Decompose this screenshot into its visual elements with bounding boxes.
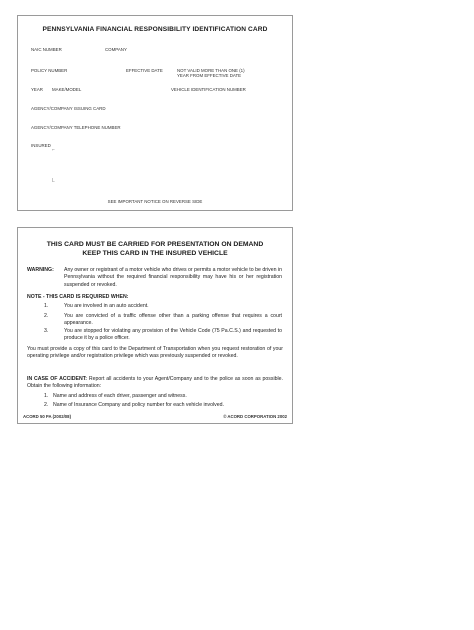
- effective-date-label: EFFECTIVE DATE: [126, 68, 163, 73]
- accident-item-number: 2.: [44, 402, 49, 408]
- insured-label: INSURED: [31, 143, 51, 148]
- restoration-paragraph: You must provide a copy of this card to the Department of Transportation when you request restoration of your operating privilege and/or registration privilege which was previously suspended or revoked.: [27, 346, 283, 360]
- validity-note-line-1: NOT VALID MORE THAN ONE (1): [177, 68, 245, 73]
- warning-text: Any owner or registrant of a motor vehicle who drives or permits a motor vehicle to be driven in Pennsylvania without the required financial responsibility may have his or her registration suspended or revoked.: [64, 267, 282, 288]
- card-title: PENNSYLVANIA FINANCIAL RESPONSIBILITY IDENTIFICATION CARD: [42, 26, 268, 33]
- policy-number-label: POLICY NUMBER: [31, 68, 68, 73]
- accident-label: IN CASE OF ACCIDENT:: [27, 376, 88, 382]
- accident-item-text: Name of Insurance Company and policy number for each vehicle involved.: [53, 402, 224, 408]
- accident-item-number: 1.: [44, 393, 49, 399]
- warning-label: WARNING:: [27, 267, 54, 273]
- accident-text: Report all accidents to your Agent/Company and to the police as soon as possible. Obtain the following information:: [27, 376, 283, 390]
- id-card-back: [17, 227, 293, 424]
- agency-issuing-label: AGENCY/COMPANY ISSUING CARD: [31, 106, 106, 111]
- form-id: ACORD 50 PA (2002/08): [23, 414, 71, 419]
- note-item-text: You are convicted of a traffic offense other than a parking offense that requires a court appearance.: [64, 313, 282, 327]
- note-heading: NOTE - THIS CARD IS REQUIRED WHEN:: [27, 294, 129, 300]
- address-corner-mark-bottom: L: [52, 178, 55, 184]
- make-model-label: MAKE/MODEL: [52, 87, 82, 92]
- year-label: YEAR: [31, 87, 43, 92]
- note-item-text: You are involved in an auto accident.: [64, 303, 149, 309]
- note-item-number: 1.: [44, 303, 49, 309]
- accident-item-text: Name and address of each driver, passenger and witness.: [53, 393, 187, 399]
- copyright-text: © ACORD CORPORATION 2002: [223, 414, 287, 419]
- address-corner-mark-top: ⌐: [52, 147, 55, 153]
- accident-paragraph: [27, 376, 283, 391]
- company-label: COMPANY: [105, 47, 127, 52]
- note-item-number: 2.: [44, 313, 49, 319]
- id-card-front: [17, 15, 293, 211]
- validity-note-line-2: YEAR FROM EFFECTIVE DATE: [177, 73, 242, 78]
- agency-phone-label: AGENCY/COMPANY TELEPHONE NUMBER: [31, 125, 121, 130]
- carry-card-heading: THIS CARD MUST BE CARRIED FOR PRESENTATION ON DEMAND: [46, 241, 264, 248]
- reverse-side-notice: SEE IMPORTANT NOTICE ON REVERSE SIDE: [107, 199, 203, 204]
- note-item-number: 3.: [44, 328, 49, 334]
- vin-label: VEHICLE IDENTIFICATION NUMBER: [171, 87, 246, 92]
- note-item-text: You are stopped for violating any provision of the Vehicle Code (75 Pa.C.S.) and requested to produce it by a police officer.: [64, 328, 282, 342]
- keep-card-heading: KEEP THIS CARD IN THE INSURED VEHICLE: [82, 250, 228, 257]
- naic-number-label: NAIC NUMBER: [31, 47, 62, 52]
